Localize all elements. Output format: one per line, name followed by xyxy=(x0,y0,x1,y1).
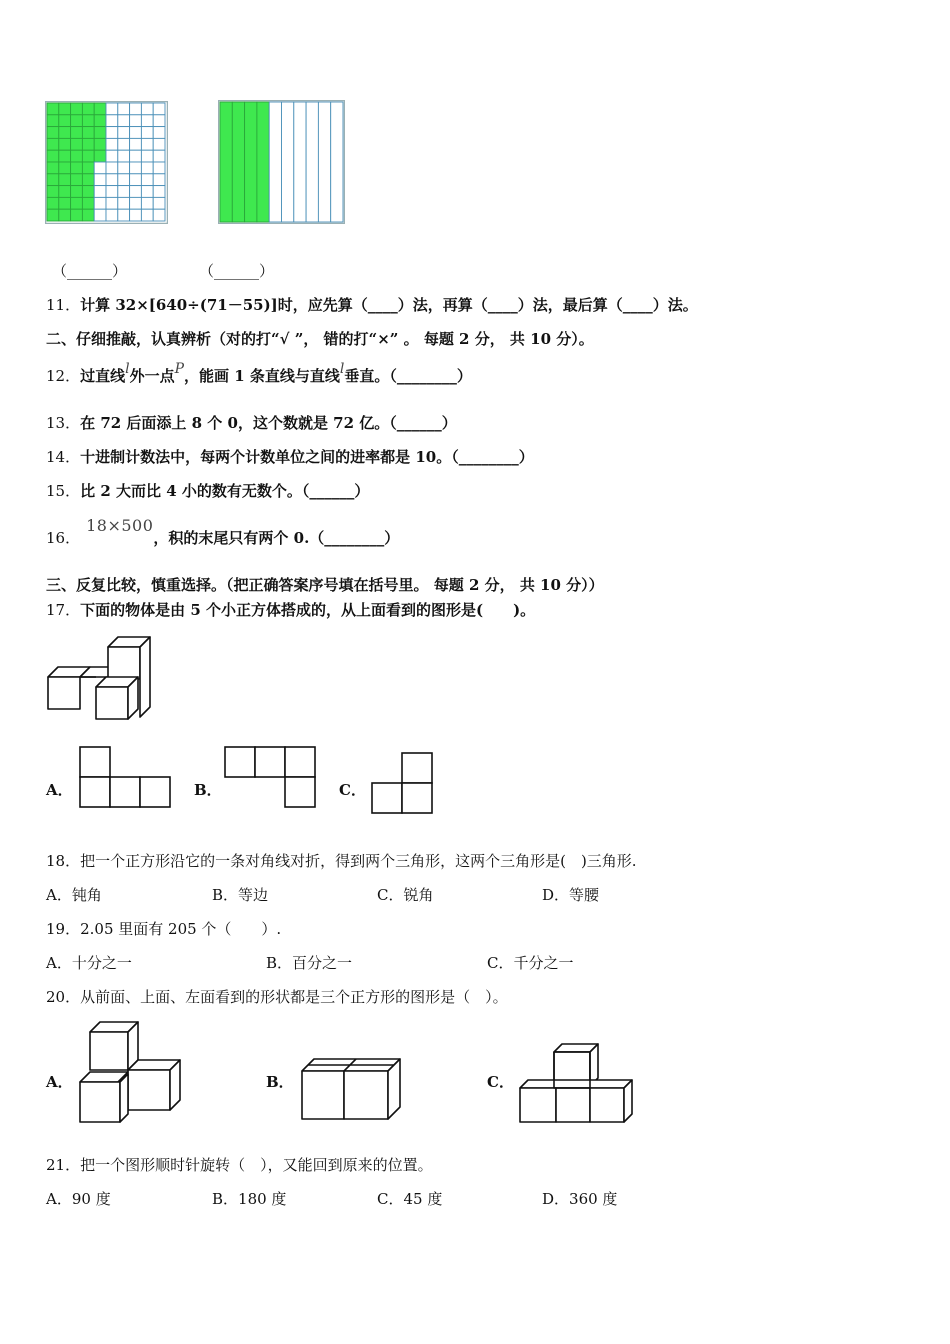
shaded-cell xyxy=(94,150,106,162)
q17-option-a-label[interactable]: A． xyxy=(46,781,73,799)
shaded-cell xyxy=(47,209,59,221)
shaded-cell xyxy=(82,103,94,115)
shaded-cell xyxy=(47,197,59,209)
shaded-cell xyxy=(82,150,94,162)
question-12 xyxy=(46,361,472,387)
formula: 18×500 xyxy=(86,516,154,535)
q17-option-b-label[interactable]: B． xyxy=(194,781,222,799)
shaded-cell xyxy=(82,138,94,150)
grid-cell xyxy=(118,138,130,150)
q17-option-a-figure[interactable] xyxy=(78,745,172,813)
grid-cell xyxy=(106,174,118,186)
column xyxy=(282,102,294,222)
shaded-cell xyxy=(82,186,94,198)
grid-cell xyxy=(106,162,118,174)
q20-option-b-figure[interactable] xyxy=(298,1057,404,1127)
grid-cell xyxy=(130,186,142,198)
shaded-column xyxy=(245,102,257,222)
grid-cell xyxy=(118,186,130,198)
shaded-cell xyxy=(82,197,94,209)
question-text: 把一个正方形沿它的一条对角线对折，得到两个三角形，这两个三角形是( )三角形. xyxy=(80,852,637,870)
shaded-cell xyxy=(47,115,59,127)
q20-option-c-figure[interactable] xyxy=(516,1040,636,1130)
shaded-cell xyxy=(59,103,71,115)
grid-cell xyxy=(153,138,165,150)
grid-cell xyxy=(130,127,142,139)
question-number: 11． xyxy=(46,296,81,314)
grid-cell xyxy=(141,174,153,186)
question-text: ，积的末尾只有两个 0.（________） xyxy=(153,529,400,547)
grid-cell xyxy=(153,174,165,186)
grid-cell xyxy=(130,162,142,174)
question-number: 12． xyxy=(46,367,81,385)
grid-cell xyxy=(106,127,118,139)
grid-cell xyxy=(94,197,106,209)
grid-cell xyxy=(106,197,118,209)
shaded-cell xyxy=(71,127,83,139)
figure1-blank: （______） xyxy=(52,262,128,280)
question-number: 20． xyxy=(46,988,81,1006)
shaded-column xyxy=(220,102,232,222)
column xyxy=(331,102,343,222)
q18-option-a[interactable]: A．钝角 xyxy=(46,886,102,904)
question-text-post: ，能画 1 条直线与直线 xyxy=(184,367,340,385)
shaded-cell xyxy=(59,174,71,186)
q17-option-b-figure[interactable] xyxy=(223,745,319,815)
shaded-column xyxy=(257,102,269,222)
grid-cell xyxy=(118,197,130,209)
q21-option-b[interactable]: B．180 度 xyxy=(212,1190,287,1208)
grid-cell xyxy=(94,209,106,221)
question-text-mid: 外一点 xyxy=(129,367,175,385)
question-text: 在 72 后面添上 8 个 0，这个数就是 72 亿。（______） xyxy=(80,414,457,432)
grid-cell xyxy=(130,138,142,150)
grid-cell xyxy=(153,162,165,174)
shaded-cell xyxy=(47,127,59,139)
grid-cell xyxy=(118,174,130,186)
q20-option-a-figure[interactable] xyxy=(76,1020,184,1130)
grid-cell xyxy=(94,174,106,186)
question-number: 19． xyxy=(46,920,81,938)
grid-cell xyxy=(118,150,130,162)
grid-cell xyxy=(130,197,142,209)
grid-cell xyxy=(141,127,153,139)
grid-cell xyxy=(94,162,106,174)
q19-option-c[interactable]: C．千分之一 xyxy=(487,954,574,972)
grid-cell xyxy=(153,127,165,139)
shaded-cell xyxy=(71,103,83,115)
grid-cell xyxy=(130,103,142,115)
hundred-grid-figure xyxy=(45,101,168,228)
shaded-cell xyxy=(59,209,71,221)
shaded-column xyxy=(232,102,244,222)
question-text: 计算 32×[640÷(71－55)]时，应先算（____）法，再算（____）法，最后算（____）法。 xyxy=(80,296,698,314)
q18-option-d[interactable]: D．等腰 xyxy=(542,886,600,904)
grid-cell xyxy=(153,209,165,221)
question-21 xyxy=(46,1155,433,1175)
grid-cell xyxy=(106,115,118,127)
grid-cell xyxy=(106,186,118,198)
shaded-cell xyxy=(71,115,83,127)
question-11 xyxy=(46,295,698,315)
shaded-cell xyxy=(94,103,106,115)
grid-cell xyxy=(130,150,142,162)
question-13 xyxy=(46,413,457,433)
question-text: 从前面、上面、左面看到的形状都是三个正方形的图形是（ ）。 xyxy=(80,988,508,1006)
shaded-cell xyxy=(59,150,71,162)
section-2-title: 二、仔细推敲，认真辨析（对的打“√ ”， 错的打“×” 。 每题 2 分， 共 10 分）。 xyxy=(46,330,594,348)
q19-option-b[interactable]: B．百分之一 xyxy=(266,954,353,972)
question-text-end: 垂直。（________） xyxy=(344,367,472,385)
question-number: 14． xyxy=(46,448,81,466)
question-text-pre: 过直线 xyxy=(80,367,126,385)
shaded-cell xyxy=(47,174,59,186)
q20-option-c-label[interactable]: C． xyxy=(487,1073,514,1091)
question-15 xyxy=(46,481,369,501)
grid-cell xyxy=(106,209,118,221)
shaded-cell xyxy=(47,150,59,162)
grid-cell xyxy=(118,115,130,127)
question-text: 下面的物体是由 5 个小正方体搭成的，从上面看到的图形是( )。 xyxy=(80,601,536,619)
shaded-cell xyxy=(82,174,94,186)
shaded-cell xyxy=(71,150,83,162)
grid-cell xyxy=(141,186,153,198)
question-text: 把一个图形顺时针旋转（ ），又能回到原来的位置。 xyxy=(80,1156,433,1174)
grid-cell xyxy=(118,209,130,221)
grid-cell xyxy=(106,150,118,162)
question-20 xyxy=(46,987,508,1007)
question-14 xyxy=(46,447,534,467)
variable-l: l xyxy=(125,361,130,377)
column xyxy=(294,102,306,222)
grid-cell xyxy=(141,197,153,209)
shaded-cell xyxy=(59,162,71,174)
column xyxy=(318,102,330,222)
question-text: 十进制计数法中，每两个计数单位之间的进率都是 10。（________） xyxy=(80,448,534,466)
q21-option-d[interactable]: D．360 度 xyxy=(542,1190,618,1208)
shaded-cell xyxy=(47,162,59,174)
q21-option-a[interactable]: A．90 度 xyxy=(46,1190,111,1208)
question-number: 18． xyxy=(46,852,81,870)
shaded-cell xyxy=(82,115,94,127)
grid-cell xyxy=(141,115,153,127)
shaded-cell xyxy=(71,162,83,174)
cube-stack-figure xyxy=(46,633,154,727)
grid-cell xyxy=(141,103,153,115)
question-19 xyxy=(46,919,281,939)
q17-option-c-figure[interactable] xyxy=(370,751,436,821)
grid-cell xyxy=(153,197,165,209)
shaded-cell xyxy=(59,186,71,198)
grid-cell xyxy=(141,138,153,150)
shaded-cell xyxy=(82,162,94,174)
variable-l2: l xyxy=(339,361,345,377)
grid-cell xyxy=(141,209,153,221)
grid-cell xyxy=(130,174,142,186)
grid-cell xyxy=(130,209,142,221)
grid-cell xyxy=(153,186,165,198)
question-18 xyxy=(46,851,637,871)
shaded-cell xyxy=(71,209,83,221)
question-number: 17． xyxy=(46,601,81,619)
tenths-strip-figure xyxy=(218,100,345,228)
column xyxy=(269,102,281,222)
shaded-cell xyxy=(59,127,71,139)
grid-cell xyxy=(153,103,165,115)
shaded-cell xyxy=(94,138,106,150)
q20-option-b-label[interactable]: B． xyxy=(266,1073,294,1091)
question-number: 21． xyxy=(46,1156,81,1174)
shaded-cell xyxy=(47,138,59,150)
shaded-cell xyxy=(59,138,71,150)
shaded-cell xyxy=(59,115,71,127)
section-3-title: 三、反复比较，慎重选择。（把正确答案序号填在括号里。 每题 2 分， 共 10 分）） xyxy=(46,576,604,594)
question-16 xyxy=(46,516,400,548)
shaded-cell xyxy=(94,127,106,139)
grid-cell xyxy=(106,103,118,115)
grid-cell xyxy=(141,162,153,174)
grid-cell xyxy=(118,103,130,115)
shaded-cell xyxy=(82,209,94,221)
q17-option-c-label[interactable]: C． xyxy=(339,781,366,799)
shaded-cell xyxy=(47,103,59,115)
grid-cell xyxy=(118,162,130,174)
grid-cell xyxy=(94,186,106,198)
question-text: 比 2 大而比 4 小的数有无数个。（______） xyxy=(80,482,370,500)
variable-p: P xyxy=(174,361,185,377)
grid-cell xyxy=(118,127,130,139)
shaded-cell xyxy=(82,127,94,139)
grid-cell xyxy=(130,115,142,127)
shaded-cell xyxy=(47,186,59,198)
shaded-cell xyxy=(71,197,83,209)
question-number: 13． xyxy=(46,414,81,432)
grid-cell xyxy=(153,115,165,127)
shaded-cell xyxy=(59,197,71,209)
grid-cell xyxy=(106,138,118,150)
question-17 xyxy=(46,600,535,620)
figure2-blank: （______） xyxy=(199,262,275,280)
grid-cell xyxy=(153,150,165,162)
q21-option-c[interactable]: C．45 度 xyxy=(377,1190,443,1208)
grid-cell xyxy=(141,150,153,162)
shaded-cell xyxy=(71,174,83,186)
question-number: 15． xyxy=(46,482,81,500)
question-number: 16． xyxy=(46,529,81,547)
shaded-cell xyxy=(71,186,83,198)
shaded-cell xyxy=(94,115,106,127)
column xyxy=(306,102,318,222)
q18-option-b[interactable]: B．等边 xyxy=(212,886,269,904)
q19-option-a[interactable]: A．十分之一 xyxy=(46,954,132,972)
shaded-cell xyxy=(71,138,83,150)
q18-option-c[interactable]: C．锐角 xyxy=(377,886,434,904)
q20-option-a-label[interactable]: A． xyxy=(46,1073,73,1091)
question-text: 2.05 里面有 205 个（ ）. xyxy=(80,920,282,938)
